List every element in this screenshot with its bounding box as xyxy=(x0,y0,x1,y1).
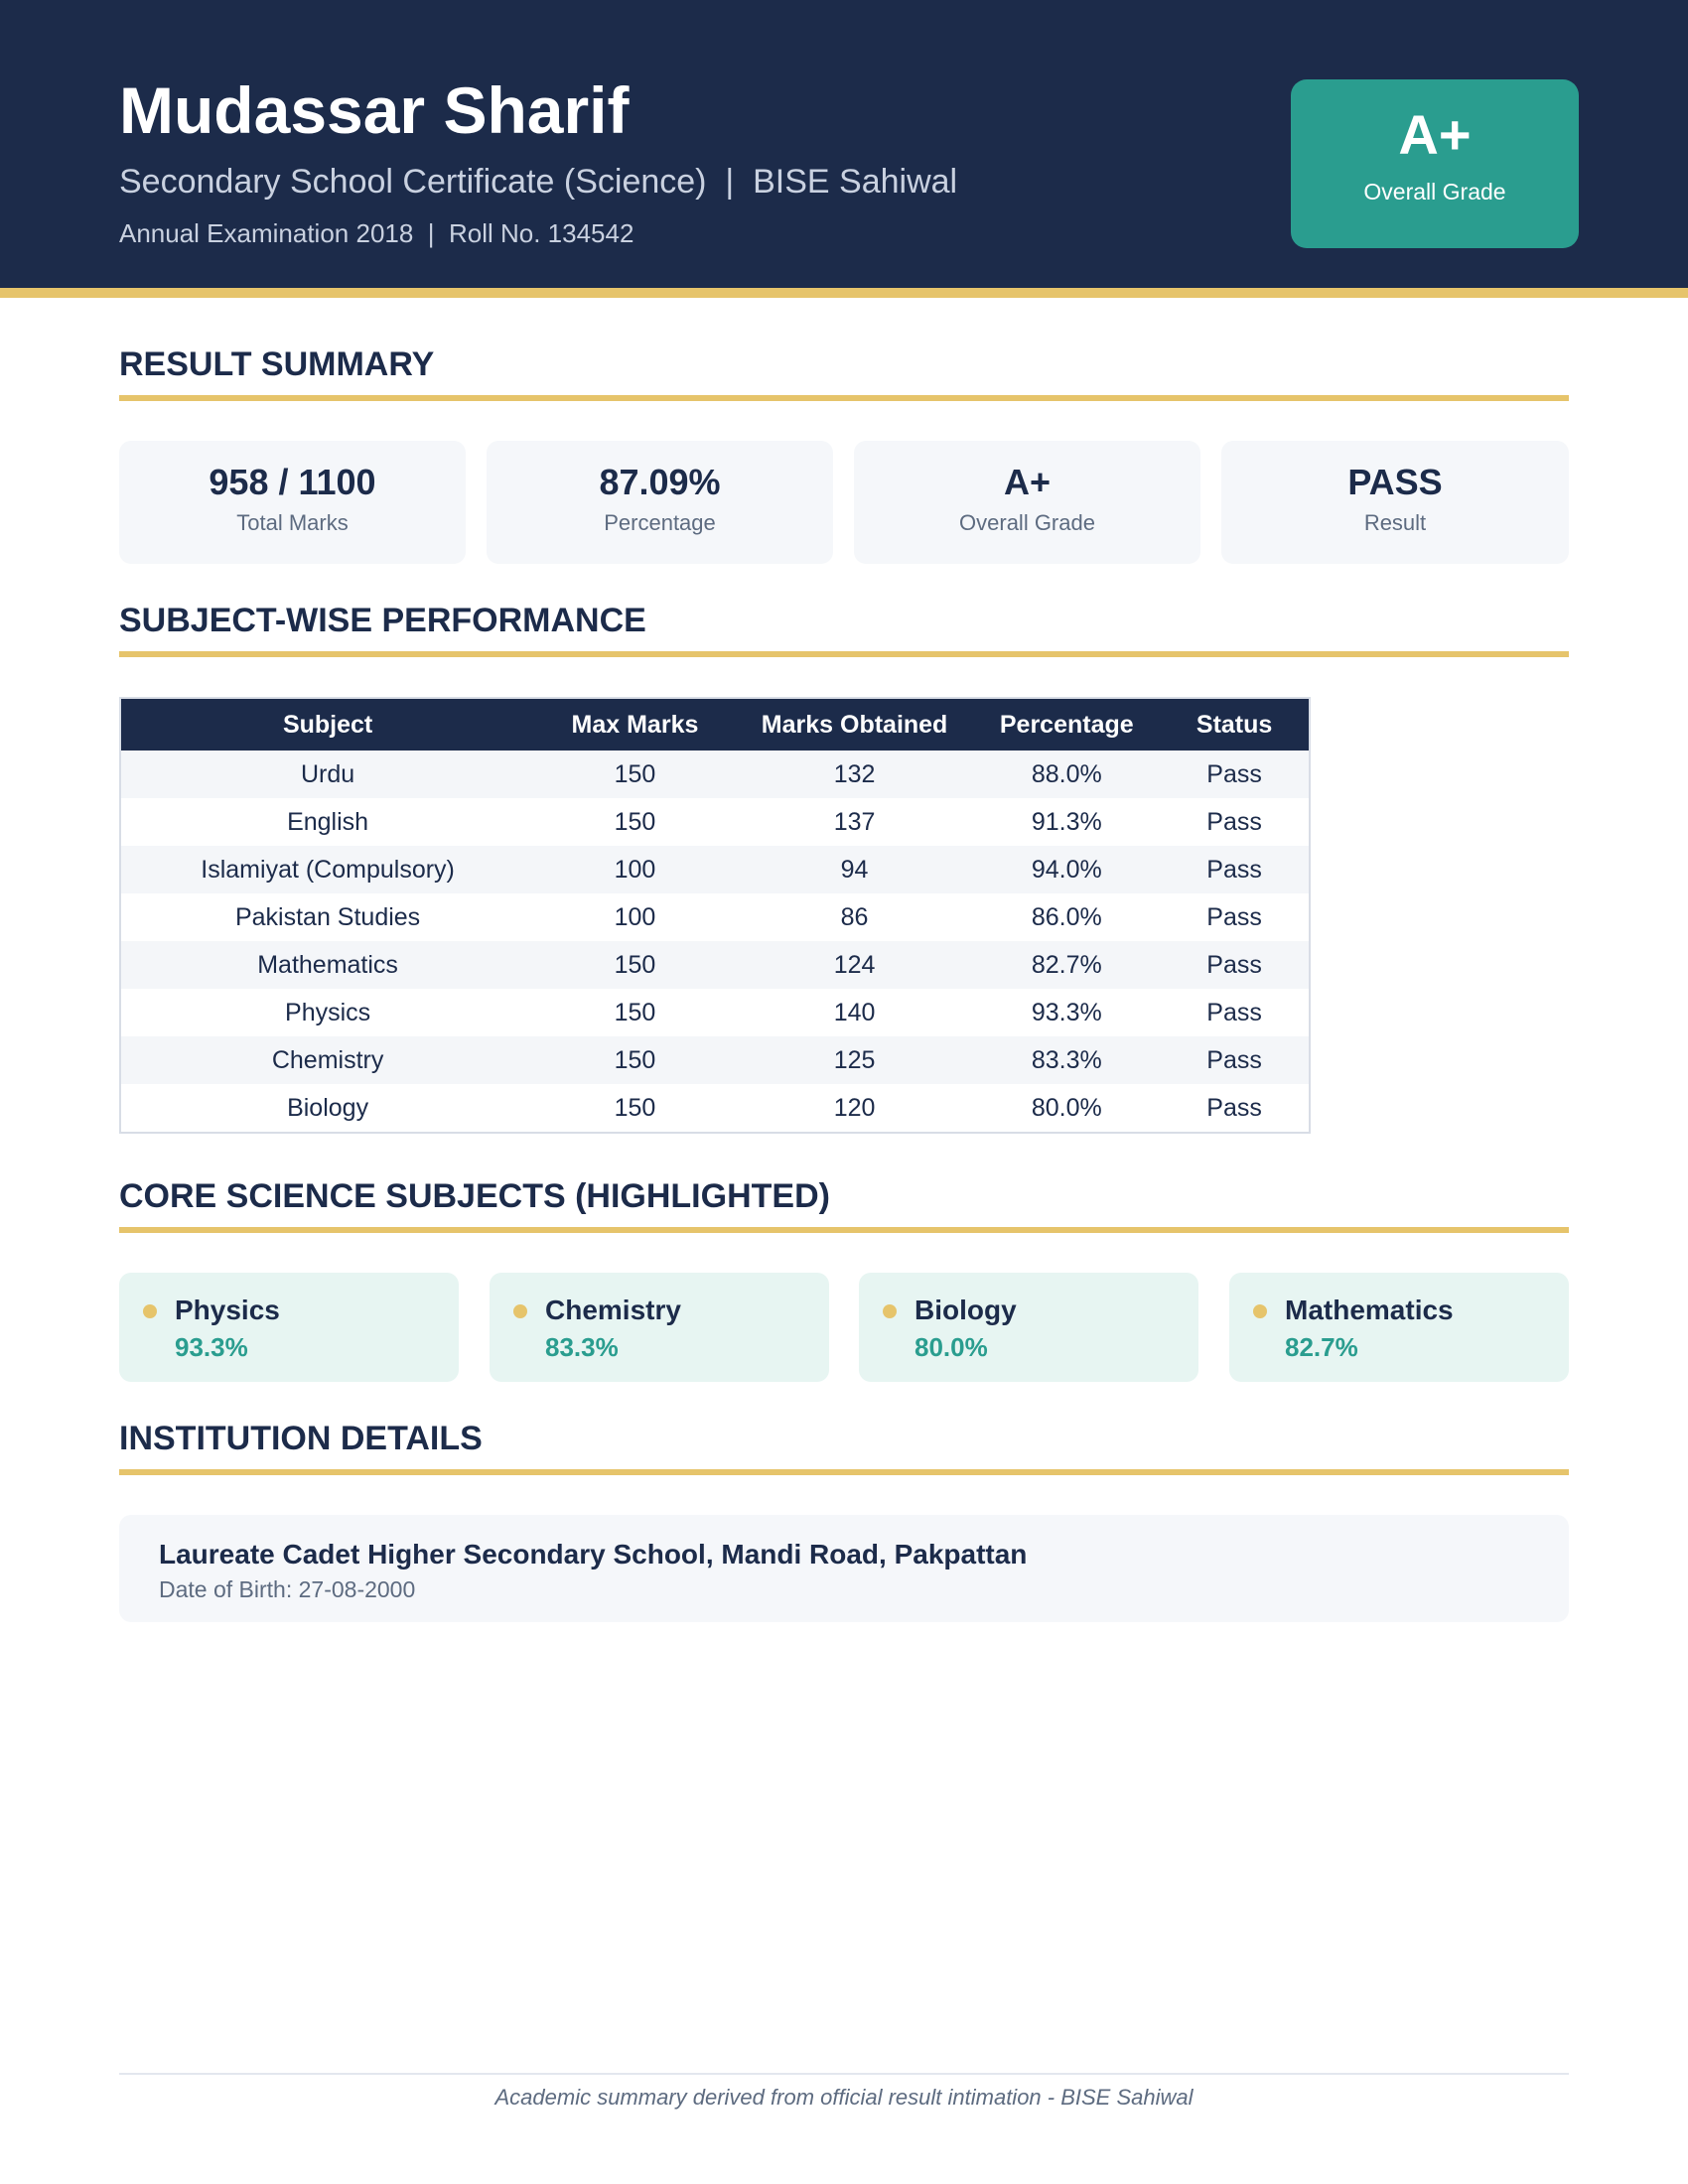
column-header-percentage: Percentage xyxy=(973,698,1160,751)
cell-subject: Biology xyxy=(120,1084,534,1133)
core-card-chemistry xyxy=(490,1273,829,1382)
cell-status: Pass xyxy=(1160,1036,1310,1084)
school-name: Laureate Cadet Higher Secondary School, Mandi Road, Pakpattan xyxy=(159,1539,1028,1570)
cell-max-marks: 150 xyxy=(534,1036,736,1084)
badge-label: Overall Grade xyxy=(1363,179,1506,205)
cell-subject: Pakistan Studies xyxy=(120,893,534,941)
core-card-mathematics xyxy=(1229,1273,1569,1382)
cell-subject: Urdu xyxy=(120,751,534,798)
column-header-subject: Subject xyxy=(120,698,534,751)
cell-status: Pass xyxy=(1160,846,1310,893)
table-row xyxy=(120,751,1310,798)
cell-max-marks: 150 xyxy=(534,751,736,798)
cell-marks-obtained: 120 xyxy=(736,1084,974,1133)
core-subject-name: Chemistry xyxy=(545,1295,681,1325)
cell-percentage: 80.0% xyxy=(973,1084,1160,1133)
core-subject-name: Physics xyxy=(175,1295,280,1325)
cell-percentage: 91.3% xyxy=(973,798,1160,846)
cell-subject: English xyxy=(120,798,534,846)
badge-grade: A+ xyxy=(1398,103,1472,166)
summary-card-total-marks xyxy=(119,441,466,564)
cell-subject: Chemistry xyxy=(120,1036,534,1084)
table-row xyxy=(120,798,1310,846)
table-row xyxy=(120,1036,1310,1084)
core-subject-percent: 82.7% xyxy=(1285,1332,1358,1362)
footer-divider xyxy=(119,2073,1569,2075)
certificate-subtitle: Secondary School Certificate (Science) | BISE Sahiwal xyxy=(119,163,958,201)
section-title-summary: RESULT SUMMARY xyxy=(119,347,1569,401)
date-of-birth: Date of Birth: 27-08-2000 xyxy=(159,1576,416,1602)
cell-subject: Physics xyxy=(120,989,534,1036)
cell-marks-obtained: 124 xyxy=(736,941,974,989)
core-card-biology xyxy=(859,1273,1198,1382)
table-row xyxy=(120,1084,1310,1133)
bullet-dot-icon xyxy=(1253,1304,1267,1318)
cell-status: Pass xyxy=(1160,798,1310,846)
core-subject-percent: 93.3% xyxy=(175,1332,248,1362)
core-subject-percent: 80.0% xyxy=(914,1332,988,1362)
bullet-dot-icon xyxy=(143,1304,157,1318)
section-title-performance: SUBJECT-WISE PERFORMANCE xyxy=(119,604,1569,657)
cell-max-marks: 100 xyxy=(534,846,736,893)
column-header-marks-obtained: Marks Obtained xyxy=(736,698,974,751)
cell-marks-obtained: 137 xyxy=(736,798,974,846)
section-title-core-subjects: CORE SCIENCE SUBJECTS (HIGHLIGHTED) xyxy=(119,1179,1569,1233)
cell-percentage: 82.7% xyxy=(973,941,1160,989)
exam-roll-line: Annual Examination 2018 | Roll No. 134542 xyxy=(119,218,634,248)
student-name: Mudassar Sharif xyxy=(119,73,630,147)
cell-marks-obtained: 125 xyxy=(736,1036,974,1084)
cell-marks-obtained: 140 xyxy=(736,989,974,1036)
cell-subject: Islamiyat (Compulsory) xyxy=(120,846,534,893)
summary-card-result xyxy=(1221,441,1569,564)
summary-card-percentage xyxy=(487,441,833,564)
bullet-dot-icon xyxy=(883,1304,897,1318)
section-title-institution: INSTITUTION DETAILS xyxy=(119,1422,1569,1475)
summary-value: PASS xyxy=(1347,462,1443,502)
cell-max-marks: 100 xyxy=(534,893,736,941)
cell-status: Pass xyxy=(1160,989,1310,1036)
cell-max-marks: 150 xyxy=(534,989,736,1036)
cell-percentage: 94.0% xyxy=(973,846,1160,893)
cell-status: Pass xyxy=(1160,893,1310,941)
overall-grade-badge xyxy=(1291,79,1579,248)
table-row xyxy=(120,846,1310,893)
column-header-status: Status xyxy=(1160,698,1310,751)
institution-details-box xyxy=(119,1515,1569,1622)
column-header-max-marks: Max Marks xyxy=(534,698,736,751)
cell-marks-obtained: 86 xyxy=(736,893,974,941)
summary-label: Result xyxy=(1363,510,1427,535)
page-header xyxy=(0,0,1688,298)
table-row xyxy=(120,989,1310,1036)
table-row xyxy=(120,941,1310,989)
cell-marks-obtained: 132 xyxy=(736,751,974,798)
summary-value: A+ xyxy=(1003,462,1052,502)
core-subject-percent: 83.3% xyxy=(545,1332,619,1362)
cell-percentage: 93.3% xyxy=(973,989,1160,1036)
summary-value: 87.09% xyxy=(599,462,721,502)
cell-marks-obtained: 94 xyxy=(736,846,974,893)
cell-max-marks: 150 xyxy=(534,941,736,989)
cell-percentage: 88.0% xyxy=(973,751,1160,798)
cell-max-marks: 150 xyxy=(534,1084,736,1133)
table-row xyxy=(120,893,1310,941)
cell-subject: Mathematics xyxy=(120,941,534,989)
core-subject-name: Biology xyxy=(914,1295,1017,1325)
core-subject-name: Mathematics xyxy=(1285,1295,1454,1325)
cell-status: Pass xyxy=(1160,751,1310,798)
subject-performance-table xyxy=(119,697,1311,1134)
cell-status: Pass xyxy=(1160,941,1310,989)
cell-max-marks: 150 xyxy=(534,798,736,846)
summary-value: 958 / 1100 xyxy=(209,462,376,502)
summary-label: Total Marks xyxy=(236,510,349,535)
core-card-physics xyxy=(119,1273,459,1382)
footer-note: Academic summary derived from official result intimation - BISE Sahiwal xyxy=(494,2085,1194,2110)
cell-percentage: 83.3% xyxy=(973,1036,1160,1084)
summary-label: Percentage xyxy=(604,510,716,535)
summary-card-overall-grade xyxy=(854,441,1200,564)
cell-percentage: 86.0% xyxy=(973,893,1160,941)
bullet-dot-icon xyxy=(513,1304,527,1318)
cell-status: Pass xyxy=(1160,1084,1310,1133)
summary-label: Overall Grade xyxy=(959,510,1095,535)
table-header-row xyxy=(120,698,1310,751)
